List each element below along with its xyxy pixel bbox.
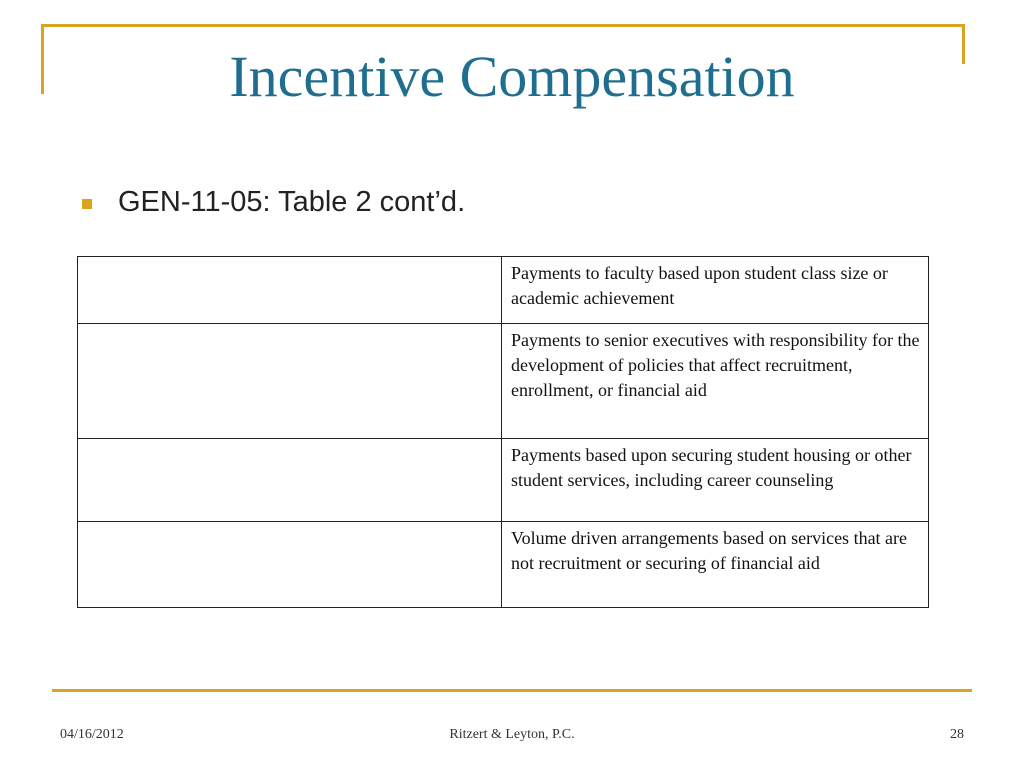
table-cell-right: Volume driven arrangements based on services that are not recruitment or securing of financial aid xyxy=(502,522,929,608)
footer-firm-name: Ritzert & Leyton, P.C. xyxy=(449,727,575,742)
bullet-item xyxy=(82,186,465,219)
table-row xyxy=(78,324,929,439)
slide-title: Incentive Compensation xyxy=(229,44,795,109)
table-cell-right: Payments to senior executives with responsibility for the development of policies that affect recruitment, enrollment, or financial aid xyxy=(502,324,929,439)
table-cell-left xyxy=(78,439,502,522)
corner-accent-horizontal xyxy=(41,24,965,27)
data-table xyxy=(77,256,929,608)
table-cell-left xyxy=(78,522,502,608)
footer-page-number: 28 xyxy=(950,727,964,742)
table-cell-left xyxy=(78,324,502,439)
bullet-text: GEN-11-05: Table 2 cont’d. xyxy=(118,186,466,218)
footer-divider xyxy=(52,689,972,692)
footer-date: 04/16/2012 xyxy=(60,727,124,742)
table-cell-right: Payments based upon securing student housing or other student services, including career counseling xyxy=(502,439,929,522)
table-cell-left xyxy=(78,257,502,324)
table-cell-right: Payments to faculty based upon student class size or academic achievement xyxy=(502,257,929,324)
table-row xyxy=(78,257,929,324)
bullet-square-icon xyxy=(82,199,92,209)
table-row xyxy=(78,522,929,608)
table-row xyxy=(78,439,929,522)
